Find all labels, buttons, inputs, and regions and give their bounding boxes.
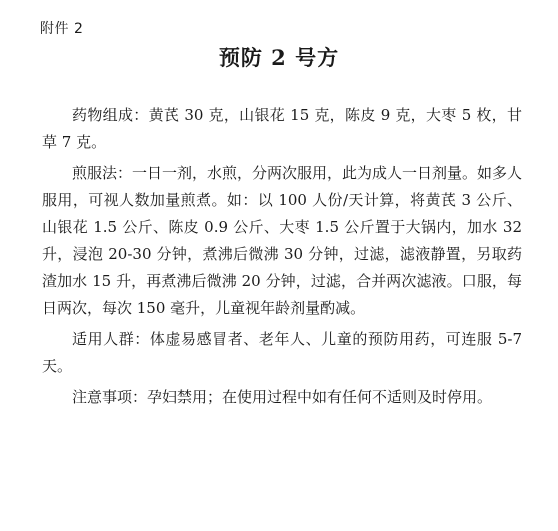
paragraph-preparation: 煎服法：一日一剂，水煎，分两次服用，此为成人一日剂量。如多人服用，可视人数加量煎煮。如：以 100 人份/天计算，将黄芪 3 公斤、山银花 1.5 公斤、陈皮 0.9 公斤、大枣 1.5 公斤置于大锅内，加水 32 升，浸泡 20-30 分钟，煮沸后微沸 30 分钟，过滤，滤液静置，另取药渣加水 15 升，再煮沸后微沸 20 分钟，过滤，合并两次滤液。口服，每日两次，每次 150 毫升，儿童视年龄剂量酌减。 xyxy=(42,164,523,317)
page-title: 预防 2 号方 xyxy=(218,45,340,70)
paragraph-target-population: 适用人群：体虚易感冒者、老年人、儿童的预防用药，可连服 5-7 天。 xyxy=(42,330,522,375)
paragraph-precautions: 注意事项：孕妇禁用；在使用过程中如有任何不适则及时停用。 xyxy=(72,388,493,406)
paragraph-composition: 药物组成：黄芪 30 克，山银花 15 克，陈皮 9 克，大枣 5 枚，甘草 7 克。 xyxy=(42,106,522,151)
document-body xyxy=(42,102,522,411)
attachment-label: 附件 2 xyxy=(40,21,84,37)
